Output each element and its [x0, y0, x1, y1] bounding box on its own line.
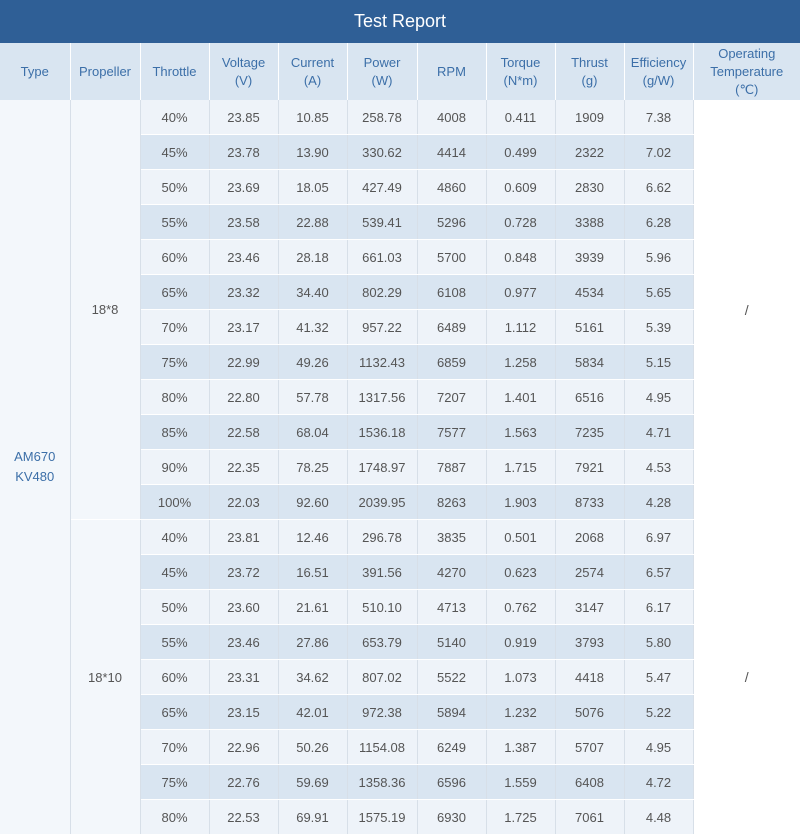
voltage-cell: 23.15	[209, 695, 278, 730]
efficiency-cell: 4.72	[624, 765, 693, 800]
current-cell: 69.91	[278, 800, 347, 835]
thrust-cell: 3939	[555, 240, 624, 275]
voltage-cell: 23.78	[209, 135, 278, 170]
throttle-cell: 75%	[140, 345, 209, 380]
power-cell: 1536.18	[347, 415, 417, 450]
efficiency-cell: 6.17	[624, 590, 693, 625]
current-cell: 34.40	[278, 275, 347, 310]
voltage-cell: 23.60	[209, 590, 278, 625]
torque-cell: 0.499	[486, 135, 555, 170]
throttle-cell: 70%	[140, 310, 209, 345]
power-cell: 1575.19	[347, 800, 417, 835]
torque-cell: 0.728	[486, 205, 555, 240]
operating-temperature-cell: /	[693, 520, 800, 835]
throttle-cell: 40%	[140, 520, 209, 555]
current-cell: 50.26	[278, 730, 347, 765]
throttle-cell: 100%	[140, 485, 209, 520]
efficiency-cell: 6.62	[624, 170, 693, 205]
power-cell: 972.38	[347, 695, 417, 730]
throttle-cell: 80%	[140, 380, 209, 415]
voltage-cell: 23.46	[209, 240, 278, 275]
throttle-cell: 75%	[140, 765, 209, 800]
motor-kv: KV480	[15, 469, 55, 484]
rpm-cell: 4860	[417, 170, 486, 205]
efficiency-cell: 5.15	[624, 345, 693, 380]
rpm-cell: 7207	[417, 380, 486, 415]
current-cell: 22.88	[278, 205, 347, 240]
thrust-cell: 6408	[555, 765, 624, 800]
voltage-cell: 22.80	[209, 380, 278, 415]
current-cell: 18.05	[278, 170, 347, 205]
power-cell: 1358.36	[347, 765, 417, 800]
current-cell: 78.25	[278, 450, 347, 485]
operating-temperature-cell: /	[693, 100, 800, 520]
rpm-cell: 5140	[417, 625, 486, 660]
power-cell: 653.79	[347, 625, 417, 660]
torque-cell: 0.848	[486, 240, 555, 275]
voltage-cell: 22.76	[209, 765, 278, 800]
throttle-cell: 45%	[140, 555, 209, 590]
header-torque: Torque (N*m)	[486, 43, 555, 100]
header-thrust: Thrust (g)	[555, 43, 624, 100]
throttle-cell: 85%	[140, 415, 209, 450]
voltage-cell: 23.72	[209, 555, 278, 590]
table-row	[0, 520, 800, 555]
efficiency-cell: 4.28	[624, 485, 693, 520]
torque-cell: 0.762	[486, 590, 555, 625]
current-cell: 42.01	[278, 695, 347, 730]
throttle-cell: 55%	[140, 205, 209, 240]
voltage-cell: 23.69	[209, 170, 278, 205]
rpm-cell: 6489	[417, 310, 486, 345]
torque-cell: 1.903	[486, 485, 555, 520]
thrust-cell: 4534	[555, 275, 624, 310]
power-cell: 330.62	[347, 135, 417, 170]
header-current: Current (A)	[278, 43, 347, 100]
power-cell: 1132.43	[347, 345, 417, 380]
torque-cell: 1.112	[486, 310, 555, 345]
header-power: Power (W)	[347, 43, 417, 100]
torque-cell: 1.258	[486, 345, 555, 380]
torque-cell: 1.725	[486, 800, 555, 835]
rpm-cell: 6596	[417, 765, 486, 800]
current-cell: 27.86	[278, 625, 347, 660]
voltage-cell: 23.58	[209, 205, 278, 240]
current-cell: 68.04	[278, 415, 347, 450]
thrust-cell: 2322	[555, 135, 624, 170]
propeller-cell: 18*10	[70, 520, 140, 835]
power-cell: 2039.95	[347, 485, 417, 520]
thrust-cell: 3147	[555, 590, 624, 625]
thrust-cell: 5707	[555, 730, 624, 765]
motor-type-cell	[0, 100, 70, 835]
efficiency-cell: 5.22	[624, 695, 693, 730]
torque-cell: 1.073	[486, 660, 555, 695]
table-body	[0, 100, 800, 835]
torque-cell: 1.559	[486, 765, 555, 800]
rpm-cell: 5522	[417, 660, 486, 695]
power-cell: 510.10	[347, 590, 417, 625]
voltage-cell: 23.85	[209, 100, 278, 135]
voltage-cell: 22.53	[209, 800, 278, 835]
voltage-cell: 23.17	[209, 310, 278, 345]
voltage-cell: 22.58	[209, 415, 278, 450]
rpm-cell: 4270	[417, 555, 486, 590]
power-cell: 1748.97	[347, 450, 417, 485]
current-cell: 57.78	[278, 380, 347, 415]
power-cell: 661.03	[347, 240, 417, 275]
efficiency-cell: 4.53	[624, 450, 693, 485]
voltage-cell: 23.32	[209, 275, 278, 310]
header-efficiency: Efficiency (g/W)	[624, 43, 693, 100]
power-cell: 391.56	[347, 555, 417, 590]
torque-cell: 0.919	[486, 625, 555, 660]
thrust-cell: 5076	[555, 695, 624, 730]
current-cell: 59.69	[278, 765, 347, 800]
current-cell: 12.46	[278, 520, 347, 555]
table-row	[0, 100, 800, 135]
efficiency-cell: 5.96	[624, 240, 693, 275]
efficiency-cell: 6.57	[624, 555, 693, 590]
throttle-cell: 65%	[140, 695, 209, 730]
power-cell: 539.41	[347, 205, 417, 240]
torque-cell: 0.411	[486, 100, 555, 135]
header-propeller: Propeller	[70, 43, 140, 100]
current-cell: 41.32	[278, 310, 347, 345]
efficiency-cell: 6.28	[624, 205, 693, 240]
power-cell: 802.29	[347, 275, 417, 310]
voltage-cell: 23.31	[209, 660, 278, 695]
current-cell: 92.60	[278, 485, 347, 520]
throttle-cell: 70%	[140, 730, 209, 765]
power-cell: 258.78	[347, 100, 417, 135]
torque-cell: 1.401	[486, 380, 555, 415]
header-rpm: RPM	[417, 43, 486, 100]
header-voltage: Voltage (V)	[209, 43, 278, 100]
thrust-cell: 5161	[555, 310, 624, 345]
throttle-cell: 45%	[140, 135, 209, 170]
efficiency-cell: 4.95	[624, 730, 693, 765]
torque-cell: 1.563	[486, 415, 555, 450]
thrust-cell: 3793	[555, 625, 624, 660]
voltage-cell: 22.99	[209, 345, 278, 380]
report-title-bar	[0, 0, 800, 43]
rpm-cell: 4713	[417, 590, 486, 625]
rpm-cell: 4414	[417, 135, 486, 170]
motor-model: AM670	[14, 449, 56, 464]
thrust-cell: 7235	[555, 415, 624, 450]
voltage-cell: 22.96	[209, 730, 278, 765]
report-title: Test Report	[353, 11, 447, 31]
rpm-cell: 8263	[417, 485, 486, 520]
current-cell: 16.51	[278, 555, 347, 590]
efficiency-cell: 4.48	[624, 800, 693, 835]
power-cell: 296.78	[347, 520, 417, 555]
rpm-cell: 4008	[417, 100, 486, 135]
current-cell: 34.62	[278, 660, 347, 695]
thrust-cell: 2574	[555, 555, 624, 590]
throttle-cell: 50%	[140, 590, 209, 625]
voltage-cell: 22.03	[209, 485, 278, 520]
torque-cell: 1.232	[486, 695, 555, 730]
voltage-cell: 22.35	[209, 450, 278, 485]
torque-cell: 1.715	[486, 450, 555, 485]
propeller-cell: 18*8	[70, 100, 140, 520]
efficiency-cell: 5.39	[624, 310, 693, 345]
torque-cell: 0.977	[486, 275, 555, 310]
efficiency-cell: 4.71	[624, 415, 693, 450]
torque-cell: 0.501	[486, 520, 555, 555]
efficiency-cell: 6.97	[624, 520, 693, 555]
thrust-cell: 6516	[555, 380, 624, 415]
rpm-cell: 3835	[417, 520, 486, 555]
torque-cell: 1.387	[486, 730, 555, 765]
thrust-cell: 8733	[555, 485, 624, 520]
throttle-cell: 90%	[140, 450, 209, 485]
efficiency-cell: 4.95	[624, 380, 693, 415]
throttle-cell: 50%	[140, 170, 209, 205]
rpm-cell: 5700	[417, 240, 486, 275]
thrust-cell: 5834	[555, 345, 624, 380]
thrust-cell: 7061	[555, 800, 624, 835]
rpm-cell: 6859	[417, 345, 486, 380]
throttle-cell: 80%	[140, 800, 209, 835]
header-row	[0, 43, 800, 100]
torque-cell: 0.609	[486, 170, 555, 205]
efficiency-cell: 7.02	[624, 135, 693, 170]
header-throttle: Throttle	[140, 43, 209, 100]
thrust-cell: 1909	[555, 100, 624, 135]
header-type: Type	[0, 43, 70, 100]
power-cell: 957.22	[347, 310, 417, 345]
power-cell: 1154.08	[347, 730, 417, 765]
rpm-cell: 6930	[417, 800, 486, 835]
rpm-cell: 6108	[417, 275, 486, 310]
power-cell: 1317.56	[347, 380, 417, 415]
throttle-cell: 60%	[140, 240, 209, 275]
voltage-cell: 23.81	[209, 520, 278, 555]
efficiency-cell: 7.38	[624, 100, 693, 135]
voltage-cell: 23.46	[209, 625, 278, 660]
thrust-cell: 2068	[555, 520, 624, 555]
rpm-cell: 5894	[417, 695, 486, 730]
current-cell: 10.85	[278, 100, 347, 135]
current-cell: 28.18	[278, 240, 347, 275]
current-cell: 21.61	[278, 590, 347, 625]
throttle-cell: 60%	[140, 660, 209, 695]
thrust-cell: 4418	[555, 660, 624, 695]
throttle-cell: 55%	[140, 625, 209, 660]
thrust-cell: 3388	[555, 205, 624, 240]
torque-cell: 0.623	[486, 555, 555, 590]
header-operating-temperature: Operating Temperature (℃)	[693, 43, 800, 100]
thrust-cell: 2830	[555, 170, 624, 205]
rpm-cell: 5296	[417, 205, 486, 240]
efficiency-cell: 5.65	[624, 275, 693, 310]
current-cell: 13.90	[278, 135, 347, 170]
power-cell: 807.02	[347, 660, 417, 695]
rpm-cell: 7577	[417, 415, 486, 450]
rpm-cell: 6249	[417, 730, 486, 765]
throttle-cell: 40%	[140, 100, 209, 135]
power-cell: 427.49	[347, 170, 417, 205]
rpm-cell: 7887	[417, 450, 486, 485]
throttle-cell: 65%	[140, 275, 209, 310]
current-cell: 49.26	[278, 345, 347, 380]
thrust-cell: 7921	[555, 450, 624, 485]
efficiency-cell: 5.80	[624, 625, 693, 660]
efficiency-cell: 5.47	[624, 660, 693, 695]
test-report-table	[0, 43, 800, 835]
